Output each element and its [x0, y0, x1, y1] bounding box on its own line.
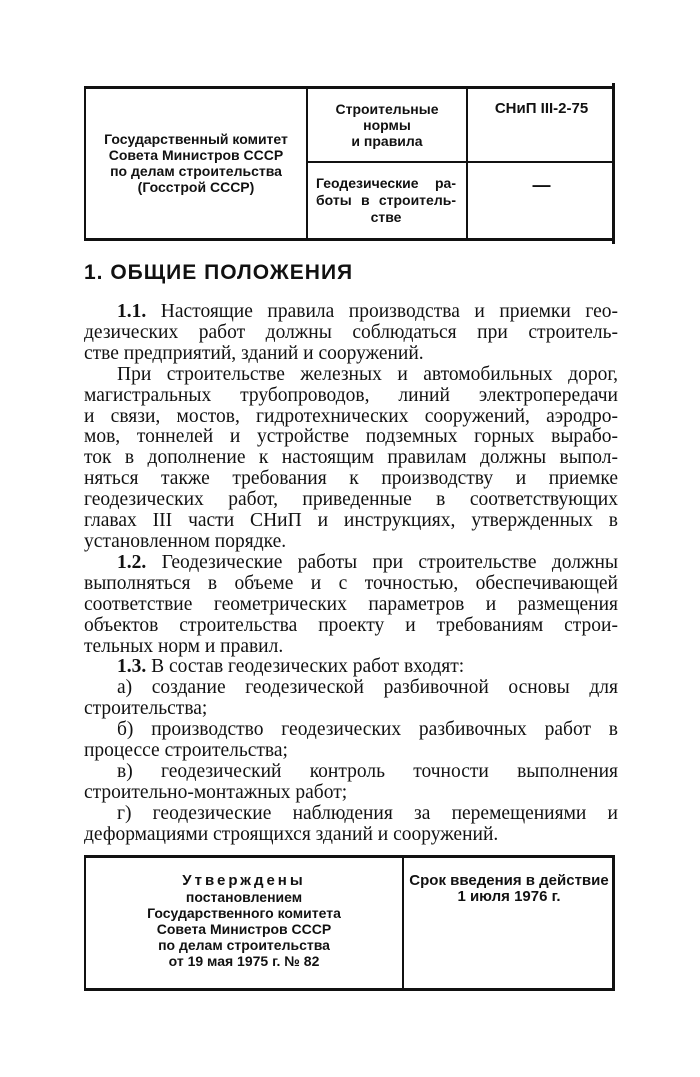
section-title: 1. ОБЩИЕ ПОЛОЖЕНИЯ [84, 261, 354, 284]
paragraph-line: строительства; [84, 698, 208, 720]
doc-kind-line: нормы [363, 117, 411, 133]
paragraph-line: ток в дополнение к настоящим правилам должны выпол- [84, 447, 618, 469]
doc-kind-line: Строительные [335, 101, 439, 117]
organization-line: Совета Министров СССР [108, 147, 284, 163]
paragraph-line: и связи, мостов, гидротехнических сооружений, аэродро- [84, 405, 618, 427]
paragraph-line: мов, тоннелей и устройстве подземных горных вырабо- [84, 426, 618, 448]
document-code: СНиП III-2-75 [494, 100, 589, 117]
line-text: В состав геодезических работ входят: [151, 656, 465, 678]
header-row-divider [306, 161, 615, 163]
list-item [84, 720, 618, 762]
paragraph-line: магистральных трубопроводов, линий электропередачи [84, 384, 618, 406]
line-text: Настоящие правила производства и приемки гео- [160, 301, 619, 322]
paragraph [84, 553, 618, 658]
paragraph-line: а) создание геодезической разбивочной основы для [117, 677, 618, 699]
footer-right-border [612, 858, 615, 988]
paragraph-line: в) геодезический контроль точности выполнения [117, 760, 618, 782]
issuing-organization [88, 131, 304, 195]
header-table [84, 86, 615, 241]
paragraph-line: г) геодезические наблюдения за перемещениями и [117, 802, 618, 824]
doc-topic-line: боты в строитель- [316, 192, 456, 208]
paragraph-line: установленном порядке. [84, 530, 287, 552]
paragraph-line: б) производство геодезических разбивочных работ в [117, 719, 618, 741]
replaces-value: — [532, 175, 551, 195]
doc-kind-line: и правила [351, 133, 423, 149]
paragraph-line: стве предприятий, зданий и сооружений. [84, 342, 424, 364]
organization-line: (Госстрой СССР) [137, 179, 255, 195]
paragraph-line: процессе строительства; [84, 740, 288, 762]
paragraph-line: главах III части СНиП и инструкциях, утвержденных в [84, 510, 618, 532]
paragraph-line: геодезических работ, приведенные в соответствующих [84, 489, 618, 511]
approval-info [88, 873, 400, 969]
line-text: Геодезические работы при строительстве должны [161, 551, 619, 573]
effective-line: Срок введения в действие [409, 872, 609, 889]
paragraph-number: 1.2. [117, 551, 147, 573]
footer-left-border [84, 858, 86, 988]
approval-line: Государственного комитета [147, 905, 341, 921]
approval-line: по делам строительства [158, 937, 330, 953]
paragraph-line: деформациями строящихся зданий и сооружений. [84, 823, 499, 845]
paragraph-line: объектов строительства проекту и требованиям строи- [84, 614, 618, 636]
section-body [84, 302, 618, 846]
doc-topic-line: стве [370, 209, 402, 225]
paragraph-line: тельных норм и правил. [84, 635, 284, 657]
paragraph-line: выполняться в объеме и с точностью, обеспечивающей [84, 572, 618, 594]
approval-line: от 19 мая 1975 г. № 82 [168, 953, 320, 969]
paragraph [84, 657, 618, 678]
document-topic [316, 175, 456, 226]
approval-table [84, 855, 615, 991]
header-left-border [84, 89, 86, 238]
organization-line: Государственный комитет [104, 131, 288, 147]
paragraph-number: 1.3. [117, 656, 147, 678]
list-item [84, 678, 618, 720]
list-item [84, 804, 618, 846]
doc-topic-line: Геодезические ра- [316, 175, 456, 191]
paragraph-line: дезических работ должны соблюдаться при строитель- [84, 321, 618, 343]
paragraph-number: 1.1. [117, 301, 147, 322]
paragraph-line: При строительстве железных и автомобильных дорог, [117, 363, 618, 385]
paragraph-line: строительно-монтажных работ; [84, 781, 348, 803]
approval-line: Совета Министров СССР [156, 921, 332, 937]
paragraph-line [84, 553, 618, 574]
document-kind [308, 101, 466, 149]
paragraph-line: соответствие геометрических параметров и размещения [84, 593, 618, 615]
effective-line: 1 июля 1976 г. [457, 888, 561, 905]
list-item [84, 762, 618, 804]
organization-line: по делам строительства [110, 163, 282, 179]
effective-date [406, 873, 612, 905]
paragraph-line: няться также требования к производству и приемке [84, 468, 618, 490]
approval-line: постановлением [185, 889, 303, 905]
paragraph-line [84, 657, 618, 678]
approval-title: Утверждены [182, 872, 306, 889]
footer-divider [402, 858, 404, 988]
paragraph [84, 365, 618, 553]
paragraph [84, 302, 618, 365]
paragraph-line [84, 302, 618, 323]
